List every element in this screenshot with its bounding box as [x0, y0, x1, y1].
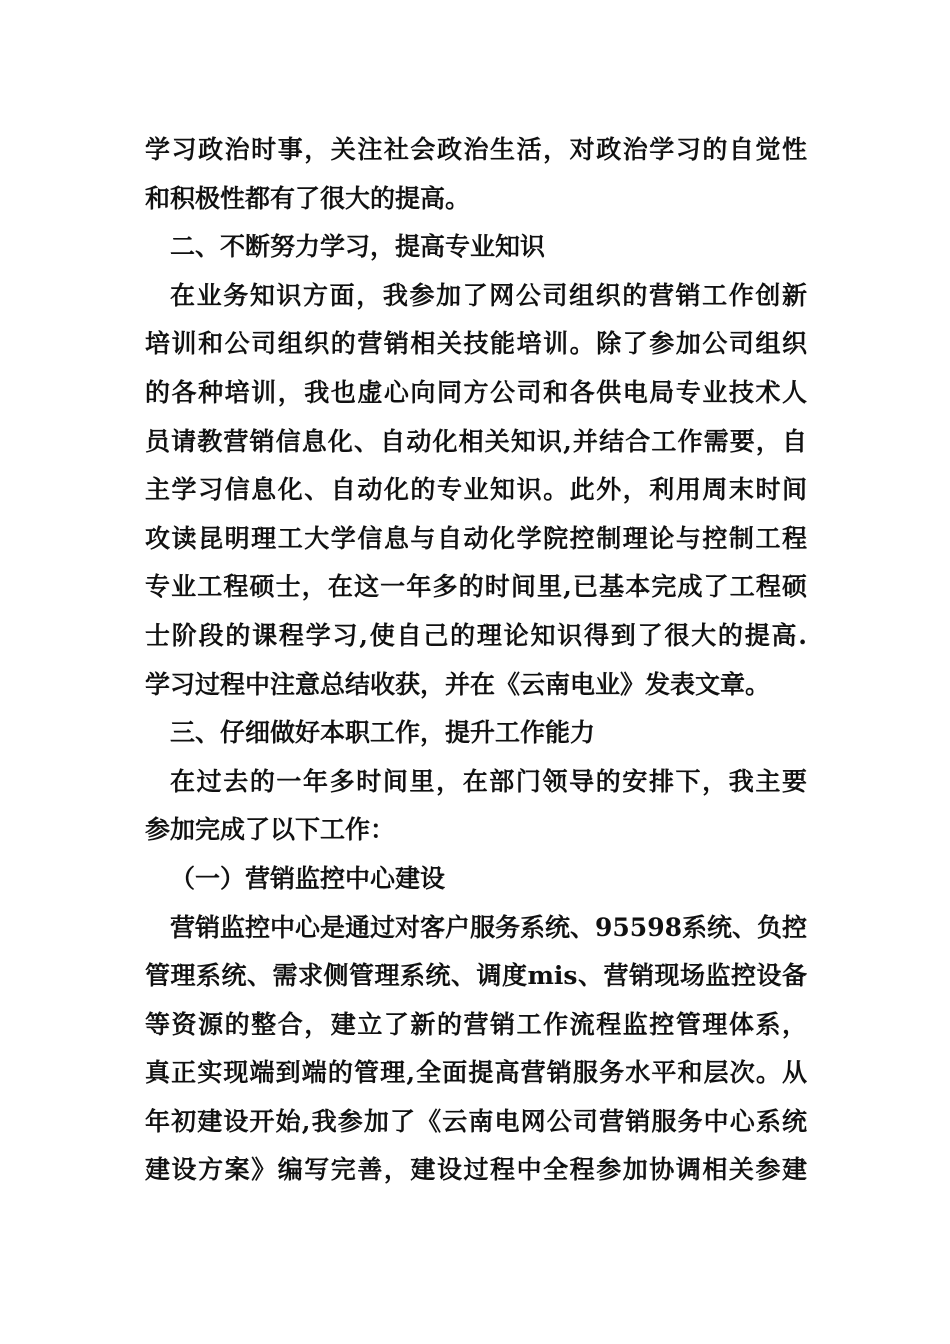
body-text-line: 攻读昆明理工大学信息与自动化学院控制理论与控制工程 — [145, 523, 807, 553]
paragraph-first-line: 在业务知识方面，我参加了网公司组织的营销工作创新 — [170, 280, 807, 310]
body-text-line: 年初建设开始,我参加了《云南电网公司营销服务中心系统 — [145, 1106, 807, 1136]
body-text-line: 等资源的整合，建立了新的营销工作流程监控管理体系， — [145, 1009, 807, 1039]
body-text-line: 建设方案》编写完善，建设过程中全程参加协调相关参建 — [145, 1155, 807, 1185]
body-text-line: 专业工程硕士，在这一年多的时间里,已基本完成了工程硕 — [145, 572, 807, 602]
body-text-line: 管理系统、需求侧管理系统、调度mis、营销现场监控设备 — [145, 961, 807, 991]
document-page — [145, 126, 807, 1195]
body-text-line: 培训和公司组织的营销相关技能培训。除了参加公司组织 — [145, 329, 807, 359]
body-text-line: 学习过程中注意总结收获，并在《云南电业》发表文章。 — [145, 669, 771, 699]
body-text-line: 参加完成了以下工作： — [145, 815, 396, 845]
body-text-line: 真正实现端到端的管理,全面提高营销服务水平和层次。从 — [145, 1058, 807, 1088]
body-text-line: 士阶段的课程学习,使自己的理论知识得到了很大的提高. — [145, 620, 807, 650]
subsection-heading: （一）营销监控中心建设 — [170, 863, 446, 893]
section-heading: 二、不断努力学习，提高专业知识 — [170, 232, 546, 262]
body-text-line: 学习政治时事，关注社会政治生活，对政治学习的自觉性 — [145, 135, 807, 164]
paragraph-first-line: 在过去的一年多时间里，在部门领导的安排下，我主要 — [170, 766, 807, 796]
body-text-line: 员请教营销信息化、自动化相关知识,并结合工作需要，自 — [145, 426, 807, 456]
paragraph-first-line: 营销监控中心是通过对客户服务系统、95598系统、负控 — [170, 912, 807, 942]
body-text-line: 和积极性都有了很大的提高。 — [145, 183, 471, 213]
body-text-line: 的各种培训，我也虚心向同方公司和各供电局专业技术人 — [145, 377, 807, 407]
section-heading: 三、仔细做好本职工作，提升工作能力 — [170, 718, 596, 748]
body-text-line: 主学习信息化、自动化的专业知识。此外，利用周末时间 — [145, 475, 807, 505]
